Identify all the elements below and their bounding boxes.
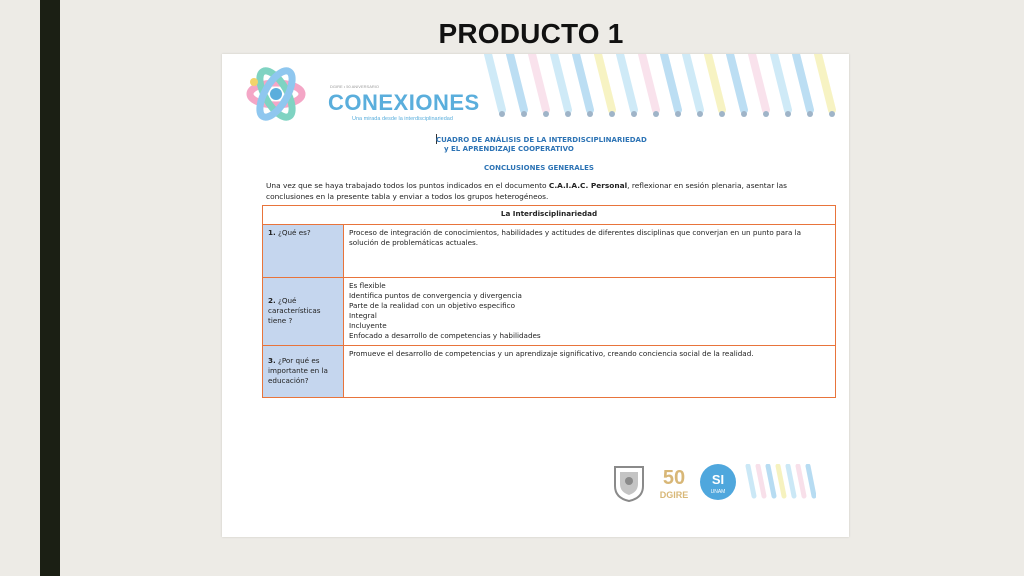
question-number: 2. — [268, 296, 276, 305]
si-unam-logo — [698, 462, 738, 502]
dgire-50-logo — [656, 462, 692, 502]
answer-cell — [344, 346, 836, 398]
table-header-cell: La Interdisciplinariedad — [263, 206, 836, 225]
answer-line: Identifica puntos de convergencia y divergencia — [349, 291, 522, 300]
table-row — [263, 346, 836, 398]
answer-line: Parte de la realidad con un objetivo especifico — [349, 301, 515, 310]
question-text: ¿Qué características tiene ? — [268, 296, 321, 325]
question-cell — [263, 278, 344, 346]
answer-line: Incluyente — [349, 321, 387, 330]
mini-stripes-graphic — [744, 464, 816, 500]
conexiones-logo — [246, 64, 480, 124]
dgire-number: 50 — [662, 467, 686, 489]
table-row — [263, 278, 836, 346]
intro-text-start: Una vez que se haya trabajado todos los puntos indicados en el documento — [266, 181, 549, 190]
unam-crest-icon — [612, 464, 646, 502]
answer-line: Es flexible — [349, 281, 386, 290]
document-image — [222, 54, 849, 537]
answer-line: Integral — [349, 311, 377, 320]
slide-title: PRODUCTO 1 — [438, 18, 624, 49]
intro-paragraph — [266, 180, 826, 202]
slide-left-accent-bar — [40, 0, 60, 576]
question-text: ¿Qué es? — [275, 228, 311, 237]
question-number: 3. — [268, 356, 276, 365]
si-label: SI — [711, 472, 725, 487]
analysis-table — [262, 205, 836, 398]
question-number: 1. — [268, 228, 276, 237]
table-row — [263, 225, 836, 278]
decorative-stripes-graphic — [480, 54, 840, 120]
question-cell — [263, 225, 344, 278]
answer-line: Enfocado a desarrollo de competencias y habilidades — [349, 331, 541, 340]
logo-name: CONEXIONES — [328, 90, 480, 115]
question-cell — [263, 346, 344, 398]
question-text: ¿Por qué es importante en la educación? — [268, 356, 328, 385]
intro-text-bold: C.A.I.A.C. Personal — [548, 181, 628, 190]
table-header-row — [263, 206, 836, 225]
dgire-label: DGIRE — [659, 490, 689, 500]
conexiones-emblem-icon — [246, 64, 306, 124]
intro-text-end: , reflexionar en sesión plenaria, asentar las conclusiones en la presente tabla y enviar a todos los grupos heterogéneos. — [266, 181, 788, 201]
document-heading-line2: y EL APRENDIZAJE COOPERATIVO — [444, 145, 574, 153]
logo-tagline: Una mirada desde la interdisciplinariedad — [352, 116, 453, 122]
logo-top-text: DGIRE • 50 ANIVERSARIO — [330, 84, 379, 89]
answer-line: Promueve el desarrollo de competencias y un aprendizaje significativo, creando conciencia social de la realidad. — [349, 349, 754, 358]
answer-cell — [344, 278, 836, 346]
document-subheading: CONCLUSIONES GENERALES — [484, 164, 594, 172]
document-heading: CUADRO DE ANÁLISIS DE LA INTERDISCIPLINARIEDAD — [436, 136, 647, 144]
footer-logos — [612, 460, 832, 504]
answer-line: Proceso de integración de conocimientos, habilidades y actitudes de diferentes disciplinas que converjan en un punto para la solución de problemáticas actuales. — [349, 228, 802, 247]
si-sub-label: UNAM — [710, 489, 726, 495]
answer-cell — [344, 225, 836, 278]
